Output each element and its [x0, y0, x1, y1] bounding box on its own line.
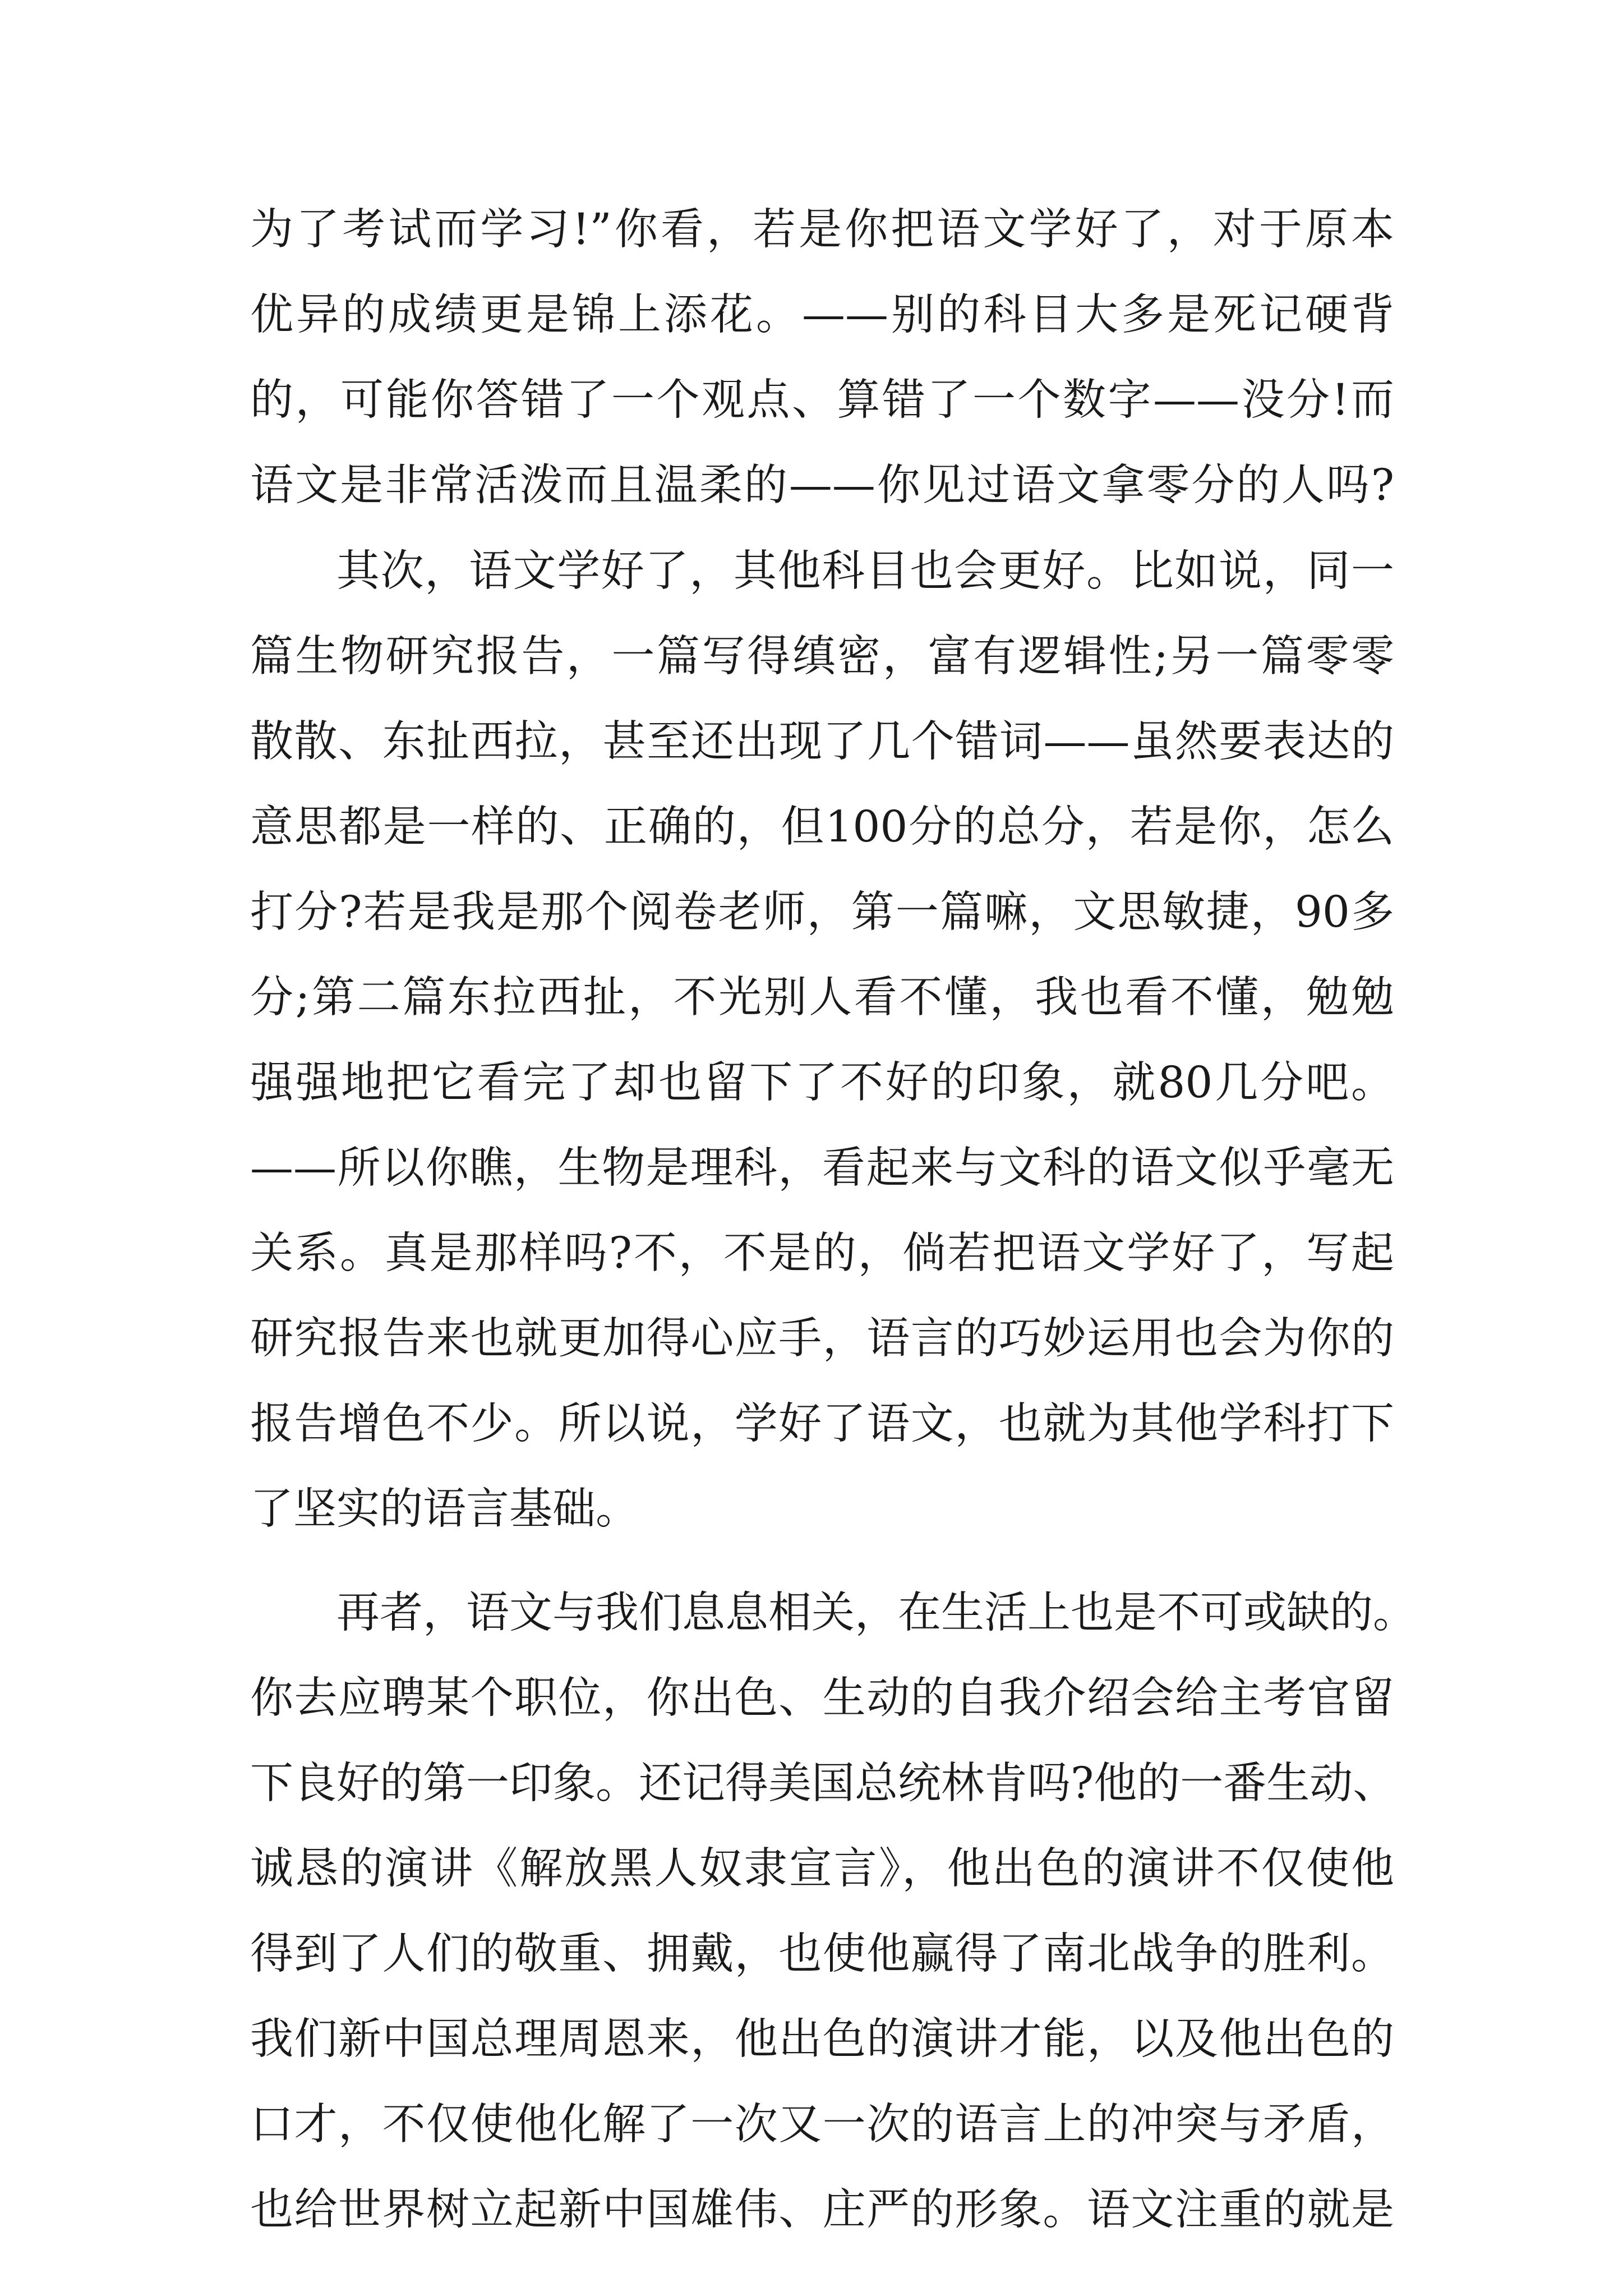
text-line: 分;第二篇东拉西扯，不光别人看不懂，我也看不懂，勉勉 [250, 973, 1394, 1023]
text-line: 打分?若是我是那个阅卷老师，第一篇嘛，文思敏捷，90多 [250, 887, 1394, 937]
text-line: 研究报告来也就更加得心应手，语言的巧妙运用也会为你的 [250, 1314, 1394, 1364]
text-line: 语文是非常活泼而且温柔的——你见过语文拿零分的人吗? [250, 461, 1394, 510]
text-line: 得到了人们的敬重、拥戴，也使他赢得了南北战争的胜利。 [250, 1929, 1394, 1979]
text-line: 你去应聘某个职位，你出色、生动的自我介绍会给主考官留 [250, 1673, 1394, 1723]
text-line: 我们新中国总理周恩来，他出色的演讲才能，以及他出色的 [250, 2014, 1394, 2064]
text-line: 下良好的第一印象。还记得美国总统林肯吗?他的一番生动、 [250, 1759, 1396, 1809]
paragraph-first-line: 再者，语文与我们息息相关，在生活上也是不可或缺的。 [336, 1588, 1416, 1638]
text-line: 也给世界树立起新中国雄伟、庄严的形象。语文注重的就是 [250, 2185, 1394, 2235]
paragraph-first-line: 其次，语文学好了，其他科目也会更好。比如说，同一 [336, 546, 1394, 596]
paragraph-last-line: 了坚实的语言基础。 [250, 1484, 639, 1534]
text-line: 强强地把它看完了却也留下了不好的印象，就80几分吧。 [250, 1058, 1394, 1108]
text-line: ——所以你瞧，生物是理科，看起来与文科的语文似乎毫无 [250, 1143, 1394, 1193]
text-line: 优异的成绩更是锦上添花。——别的科目大多是死记硬背 [250, 290, 1394, 340]
text-line: 诚恳的演讲《解放黑人奴隶宣言》，他出色的演讲不仅使他 [250, 1844, 1394, 1894]
text-line: 报告增色不少。所以说，学好了语文，也就为其他学科打下 [250, 1399, 1394, 1449]
text-line: 关系。真是那样吗?不，不是的，倘若把语文学好了，写起 [250, 1228, 1394, 1278]
text-line: 口才，不仅使他化解了一次又一次的语言上的冲突与矛盾， [250, 2100, 1394, 2150]
text-line: 篇生物研究报告，一篇写得缜密，富有逻辑性;另一篇零零 [250, 632, 1394, 682]
text-line: 意思都是一样的、正确的，但100分的总分，若是你，怎么 [250, 802, 1394, 852]
text-line: 散散、东扯西拉，甚至还出现了几个错词——虽然要表达的 [250, 717, 1394, 767]
text-line: 的，可能你答错了一个观点、算错了一个数字——没分!而 [250, 375, 1394, 425]
text-line: 为了考试而学习!”你看，若是你把语文学好了，对于原本 [250, 205, 1394, 255]
